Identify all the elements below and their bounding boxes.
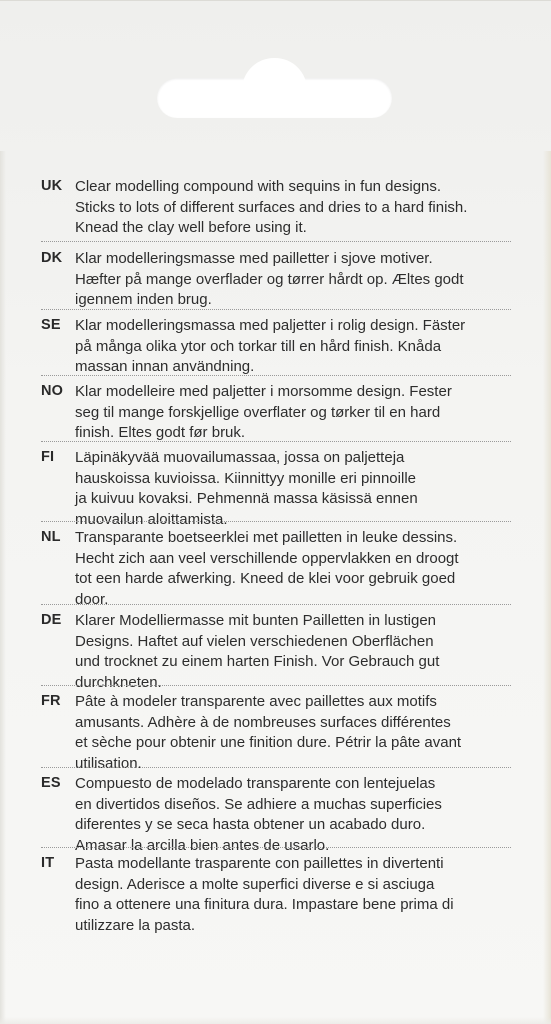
language-code: DK [41,250,63,266]
language-text: Transparante boetseerklei met pailletten in leuke dessins. Hecht zich aan veel verschillende oppervlakken en droogt tot een harde afwerking. Kneed de klei voor gebruik goed door. [75,529,459,608]
language-text: Klar modelleringsmassa med paljetter i rolig design. Fäster på många olika ytor och torkar till en hård finish. Knåda massan innan användning. [75,317,466,375]
divider [41,521,511,522]
language-code: SE [41,317,61,333]
language-text: Pâte à modeler transparente avec paillettes aux motifs amusants. Adhère à de nombreuses surfaces différentes et sèche pour obtenir une finition dure. Pétrir la pâte avant utilisation. [75,693,462,772]
divider [41,441,511,442]
divider [41,375,511,376]
language-code: NO [41,383,64,399]
divider [41,767,511,768]
language-text: Klar modelleringsmasse med pailletter i sjove motiver. Hæfter på mange overflader og tørrer hårdt op. Æltes godt igennem inden brug. [75,250,464,308]
language-text: Pasta modellante trasparente con paillettes in divertenti design. Aderisce a molte superfici diverse e si asciuga fino a ottenere una finitura dura. Impastare bene prima di utilizzare la pasta. [75,855,454,934]
language-code: NL [41,529,61,545]
language-text: Läpinäkyvää muovailumassaa, jossa on paljetteja hauskoissa kuvioissa. Kiinnittyy monille eri pinnoille ja kuivuu kovaksi. Pehmennä massa käsissä ennen muovailun aloittamista. [75,449,418,528]
language-code: UK [41,178,63,194]
language-code: FI [41,449,55,465]
language-text: Klarer Modelliermasse mit bunten Pailletten in lustigen Designs. Haftet auf vielen verschiedenen Oberflächen und trocknet zu einem harten Finish. Vor Gebrauch gut durchkneten. [75,612,440,691]
divider [41,685,511,686]
language-code: DE [41,612,62,628]
divider [41,604,511,605]
hang-hole [157,58,392,118]
language-code: FR [41,693,61,709]
language-text: Clear modelling compound with sequins in fun designs. Sticks to lots of different surfaces and dries to a hard finish. Knead the clay well before using it. [75,178,468,236]
divider [41,241,511,242]
language-text: Compuesto de modelado transparente con lentejuelas en divertidos diseños. Se adhiere a muchas superficies diferentes y se seca hasta obtener un acabado duro. Amasar la arcilla bien antes de usarlo. [75,775,442,854]
language-code: ES [41,775,61,791]
divider [41,309,511,310]
language-code: IT [41,855,55,871]
language-text: Klar modelleire med paljetter i morsomme design. Fester seg til mange forskjellige overflater og tørker til en hard finish. Eltes godt før bruk. [75,383,452,441]
divider [41,847,511,848]
